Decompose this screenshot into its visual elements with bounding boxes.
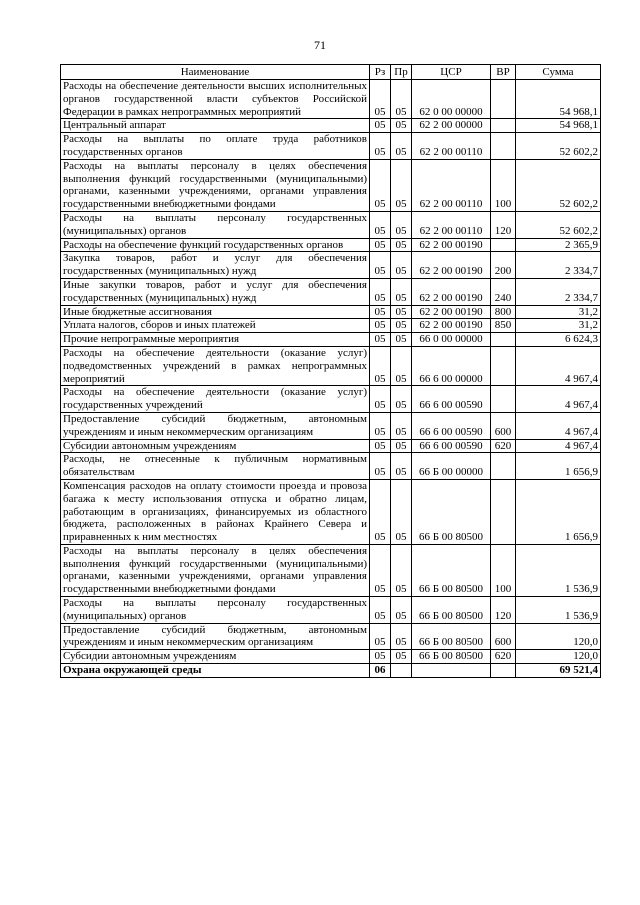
row-name: Предоставление субсидий бюджетным, автономным учреждениям и иным некоммерческим организациям — [61, 623, 370, 650]
row-pr: 05 — [391, 650, 412, 664]
row-pr: 05 — [391, 278, 412, 305]
row-csr: 66 6 00 00590 — [412, 386, 491, 413]
row-sum: 4 967,4 — [516, 439, 601, 453]
row-csr — [412, 664, 491, 678]
row-name: Охрана окружающей среды — [61, 664, 370, 678]
row-pr: 05 — [391, 346, 412, 385]
row-csr: 66 Б 00 80500 — [412, 544, 491, 596]
row-name: Расходы на выплаты по оплате труда работников государственных органов — [61, 133, 370, 160]
row-sum: 2 365,9 — [516, 238, 601, 252]
row-pr: 05 — [391, 80, 412, 119]
table-header-row — [61, 65, 601, 80]
row-pr: 05 — [391, 333, 412, 347]
row-sum: 4 967,4 — [516, 386, 601, 413]
row-name: Расходы на выплаты персоналу в целях обеспечения выполнения функций государственными (муниципальными) органами, казенными учреждениями, органами управления государственными внебюджетными фондами — [61, 159, 370, 211]
row-name: Расходы на обеспечение функций государственных органов — [61, 238, 370, 252]
row-csr: 62 2 00 00190 — [412, 305, 491, 319]
row-sum: 6 624,3 — [516, 333, 601, 347]
row-name: Закупка товаров, работ и услуг для обеспечения государственных (муниципальных) нужд — [61, 252, 370, 279]
table-row — [61, 80, 601, 119]
row-pr: 05 — [391, 211, 412, 238]
row-rz: 05 — [370, 119, 391, 133]
row-vr: 600 — [491, 623, 516, 650]
row-vr — [491, 238, 516, 252]
row-vr — [491, 386, 516, 413]
row-vr: 120 — [491, 211, 516, 238]
table-row — [61, 238, 601, 252]
row-rz: 05 — [370, 238, 391, 252]
row-rz: 05 — [370, 278, 391, 305]
row-rz: 05 — [370, 252, 391, 279]
row-rz: 05 — [370, 479, 391, 544]
row-vr — [491, 80, 516, 119]
header-rz: Рз — [370, 65, 391, 80]
row-vr — [491, 664, 516, 678]
row-rz: 05 — [370, 597, 391, 624]
row-name: Центральный аппарат — [61, 119, 370, 133]
row-sum: 4 967,4 — [516, 412, 601, 439]
table-row — [61, 453, 601, 480]
row-vr — [491, 346, 516, 385]
row-name: Расходы на выплаты персоналу государственных (муниципальных) органов — [61, 597, 370, 624]
row-csr: 62 0 00 00000 — [412, 80, 491, 119]
table-row — [61, 333, 601, 347]
row-csr: 66 Б 00 80500 — [412, 623, 491, 650]
row-name: Субсидии автономным учреждениям — [61, 650, 370, 664]
row-csr: 66 6 00 00590 — [412, 412, 491, 439]
row-pr: 05 — [391, 238, 412, 252]
table-row — [61, 623, 601, 650]
row-sum: 1 536,9 — [516, 597, 601, 624]
row-rz: 05 — [370, 211, 391, 238]
table-row — [61, 305, 601, 319]
row-pr: 05 — [391, 544, 412, 596]
row-name: Компенсация расходов на оплату стоимости проезда и провоза багажа к месту использования отпуска и обратно лицам, работающим в организациях, финансируемых из областного бюджета, расположенных в районах Крайнего Севера и приравненных к ним местностях — [61, 479, 370, 544]
row-csr: 62 2 00 00110 — [412, 159, 491, 211]
header-sum: Сумма — [516, 65, 601, 80]
row-pr: 05 — [391, 597, 412, 624]
header-vr: ВР — [491, 65, 516, 80]
row-pr: 05 — [391, 386, 412, 413]
row-sum: 31,2 — [516, 305, 601, 319]
row-sum: 54 968,1 — [516, 119, 601, 133]
row-pr: 05 — [391, 412, 412, 439]
row-csr: 66 6 00 00590 — [412, 439, 491, 453]
table-row — [61, 319, 601, 333]
row-name: Расходы на обеспечение деятельности (оказание услуг) подведомственных учреждений в рамках непрограммных мероприятий — [61, 346, 370, 385]
row-name: Расходы на обеспечение деятельности высших исполнительных органов государственной власти субъектов Российской Федерации в рамках непрограммных мероприятий — [61, 80, 370, 119]
row-rz: 05 — [370, 159, 391, 211]
row-sum: 120,0 — [516, 623, 601, 650]
row-name: Расходы на выплаты персоналу в целях обеспечения выполнения функций государственными (муниципальными) органами, казенными учреждениями, органами управления государственными внебюджетными фондами — [61, 544, 370, 596]
row-pr — [391, 664, 412, 678]
row-sum: 4 967,4 — [516, 346, 601, 385]
row-sum: 31,2 — [516, 319, 601, 333]
row-sum: 1 536,9 — [516, 544, 601, 596]
row-rz: 05 — [370, 346, 391, 385]
row-vr: 200 — [491, 252, 516, 279]
table-row — [61, 439, 601, 453]
row-vr: 120 — [491, 597, 516, 624]
table-row — [61, 479, 601, 544]
row-vr: 600 — [491, 412, 516, 439]
row-name: Предоставление субсидий бюджетным, автономным учреждениям и иным некоммерческим организациям — [61, 412, 370, 439]
row-csr: 66 Б 00 80500 — [412, 597, 491, 624]
row-rz: 05 — [370, 439, 391, 453]
header-name: Наименование — [61, 65, 370, 80]
row-name: Расходы, не отнесенные к публичным нормативным обязательствам — [61, 453, 370, 480]
row-rz: 05 — [370, 319, 391, 333]
row-csr: 62 2 00 00000 — [412, 119, 491, 133]
row-vr — [491, 133, 516, 160]
table-row — [61, 664, 601, 678]
table-row — [61, 412, 601, 439]
header-pr: Пр — [391, 65, 412, 80]
page-number: 71 — [314, 38, 326, 52]
row-csr: 66 0 00 00000 — [412, 333, 491, 347]
row-name: Расходы на обеспечение деятельности (оказание услуг) государственных учреждений — [61, 386, 370, 413]
row-vr — [491, 479, 516, 544]
row-csr: 62 2 00 00110 — [412, 211, 491, 238]
row-vr: 620 — [491, 650, 516, 664]
row-sum: 52 602,2 — [516, 211, 601, 238]
row-name: Субсидии автономным учреждениям — [61, 439, 370, 453]
table-row — [61, 650, 601, 664]
row-rz: 05 — [370, 305, 391, 319]
row-vr: 240 — [491, 278, 516, 305]
row-vr — [491, 333, 516, 347]
row-sum: 52 602,2 — [516, 159, 601, 211]
row-pr: 05 — [391, 159, 412, 211]
row-csr: 66 Б 00 80500 — [412, 479, 491, 544]
row-csr: 62 2 00 00190 — [412, 252, 491, 279]
row-vr: 850 — [491, 319, 516, 333]
table-row — [61, 211, 601, 238]
row-csr: 66 6 00 00000 — [412, 346, 491, 385]
table-row — [61, 597, 601, 624]
row-name: Расходы на выплаты персоналу государственных (муниципальных) органов — [61, 211, 370, 238]
row-rz: 06 — [370, 664, 391, 678]
row-pr: 05 — [391, 623, 412, 650]
table-row — [61, 386, 601, 413]
table-row — [61, 252, 601, 279]
row-rz: 05 — [370, 412, 391, 439]
table-row — [61, 159, 601, 211]
row-sum: 120,0 — [516, 650, 601, 664]
row-pr: 05 — [391, 252, 412, 279]
row-rz: 05 — [370, 133, 391, 160]
row-csr: 66 Б 00 00000 — [412, 453, 491, 480]
row-sum: 54 968,1 — [516, 80, 601, 119]
row-pr: 05 — [391, 119, 412, 133]
row-rz: 05 — [370, 80, 391, 119]
row-rz: 05 — [370, 333, 391, 347]
table-row — [61, 119, 601, 133]
row-name: Уплата налогов, сборов и иных платежей — [61, 319, 370, 333]
row-rz: 05 — [370, 544, 391, 596]
row-csr: 62 2 00 00110 — [412, 133, 491, 160]
row-pr: 05 — [391, 319, 412, 333]
row-sum: 52 602,2 — [516, 133, 601, 160]
row-pr: 05 — [391, 133, 412, 160]
row-sum: 2 334,7 — [516, 278, 601, 305]
row-pr: 05 — [391, 305, 412, 319]
row-rz: 05 — [370, 623, 391, 650]
row-pr: 05 — [391, 479, 412, 544]
row-vr — [491, 453, 516, 480]
table-row — [61, 346, 601, 385]
row-csr: 62 2 00 00190 — [412, 319, 491, 333]
row-vr: 100 — [491, 544, 516, 596]
row-vr — [491, 119, 516, 133]
table-row — [61, 133, 601, 160]
row-rz: 05 — [370, 386, 391, 413]
budget-table — [60, 64, 601, 678]
table-row — [61, 544, 601, 596]
row-pr: 05 — [391, 439, 412, 453]
row-sum: 2 334,7 — [516, 252, 601, 279]
row-csr: 66 Б 00 80500 — [412, 650, 491, 664]
table-row — [61, 278, 601, 305]
row-csr: 62 2 00 00190 — [412, 238, 491, 252]
row-vr: 620 — [491, 439, 516, 453]
row-sum: 69 521,4 — [516, 664, 601, 678]
row-name: Прочие непрограммные мероприятия — [61, 333, 370, 347]
row-name: Иные бюджетные ассигнования — [61, 305, 370, 319]
row-vr: 800 — [491, 305, 516, 319]
row-vr: 100 — [491, 159, 516, 211]
header-csr: ЦСР — [412, 65, 491, 80]
row-sum: 1 656,9 — [516, 453, 601, 480]
row-rz: 05 — [370, 453, 391, 480]
row-name: Иные закупки товаров, работ и услуг для обеспечения государственных (муниципальных) нужд — [61, 278, 370, 305]
row-csr: 62 2 00 00190 — [412, 278, 491, 305]
row-sum: 1 656,9 — [516, 479, 601, 544]
row-rz: 05 — [370, 650, 391, 664]
row-pr: 05 — [391, 453, 412, 480]
